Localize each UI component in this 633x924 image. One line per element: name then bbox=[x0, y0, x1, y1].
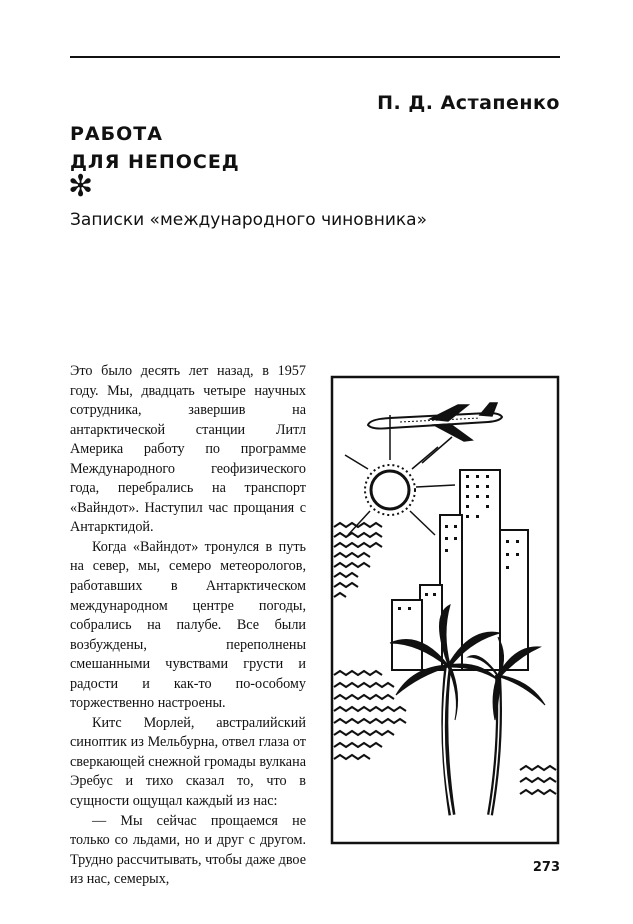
paragraph-4: — Мы сейчас прощаемся не только со льдами, но и друг с другом. Трудно рассчитывать, чтобы даже двое из нас, семерых, bbox=[70, 812, 306, 888]
illustration bbox=[330, 375, 560, 845]
airplane-icon bbox=[368, 403, 502, 441]
sea-waves-right bbox=[520, 766, 556, 794]
paragraph-3: Китс Морлей, австралийский синоптик из Мельбурна, отвел глаза от сверкающей снежной громады вулкана Эребус и тихо сказал то, что в сущности ощущал каждый из нас: bbox=[70, 714, 306, 810]
page-number: 273 bbox=[532, 860, 560, 875]
article-subtitle: Записки «международного чиновника» bbox=[70, 210, 427, 230]
header-rule bbox=[70, 56, 560, 58]
paragraph-2: Когда «Вайндот» тронулся в путь на север, мы, семеро метеорологов, работавших в Антарктическом международном центре погоды, собрались на палубе. Все были возбуждены, переполнены смешанными чувствами грусти и радости и как-то по-особому торжественно настроены. bbox=[70, 538, 306, 712]
author-name: П. Д. Астапенко bbox=[377, 92, 560, 114]
palm-tree-icon bbox=[444, 665, 499, 815]
paragraph-1: Это было десять лет назад, в 1957 году. Мы, двадцать четыре научных сотрудника, завершив на антарктической станции Литл Америка работу по программе Международного геофизического года, перебрались на транспорт «Вайндот». Наступил час прощания с Антарктидой. bbox=[70, 363, 306, 536]
title-line-1: РАБОТА bbox=[70, 123, 163, 145]
article-body bbox=[70, 362, 306, 890]
title-line-2: ДЛЯ НЕПОСЕД bbox=[70, 151, 240, 173]
asterisk-ornament: ✻ bbox=[68, 169, 94, 204]
sun-icon bbox=[345, 415, 455, 535]
article-title bbox=[70, 120, 240, 176]
